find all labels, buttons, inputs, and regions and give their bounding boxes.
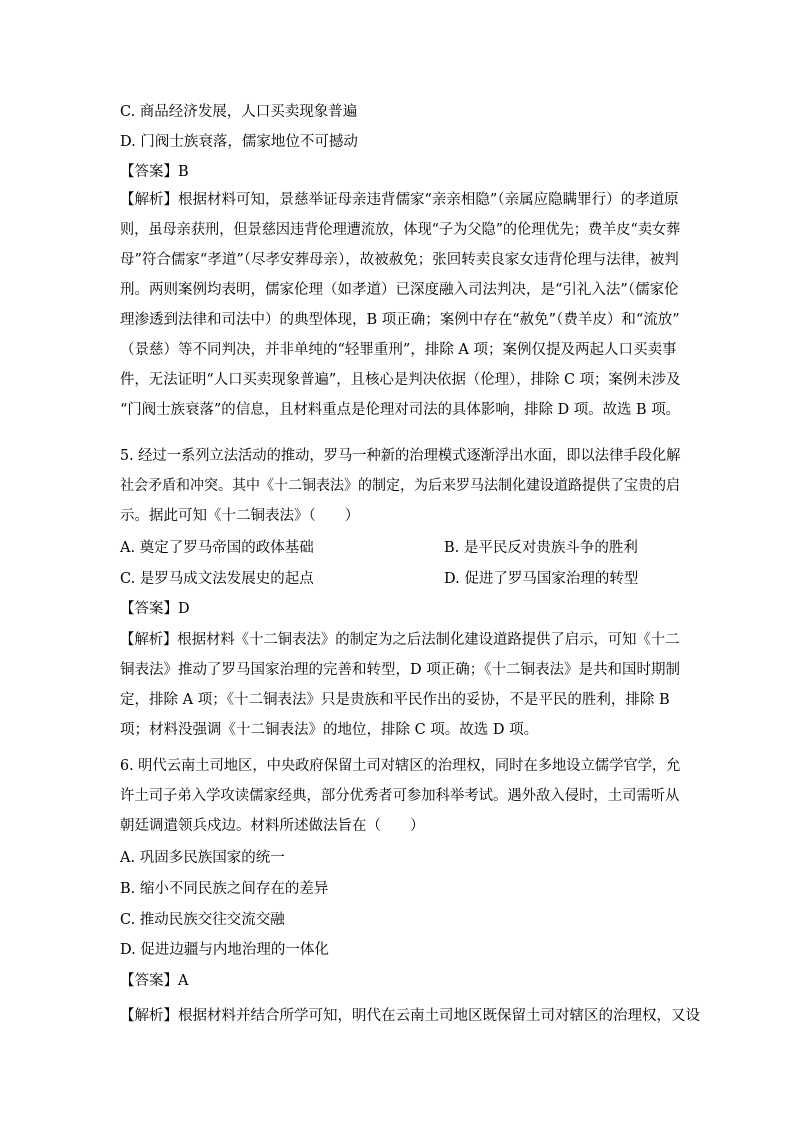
q5-stem-line: 5. 经过一系列立法活动的推动，罗马一种新的治理模式逐渐浮出水面，即以法律手段化解 [120,448,681,464]
q5-analysis-line: 【解析】根据材料《十二铜表法》的制定为之后法制化建设道路提供了启示，可知《十二 [120,632,680,648]
q4-option-d: D. 门阀士族衰落，儒家地位不可撼动 [120,134,358,150]
q5-stem [120,446,680,526]
q5-analysis-line: 铜表法》推动了罗马国家治理的完善和转型，D 项正确；《十二铜表法》是共和国时期制 [120,662,680,678]
q6-answer: 【答案】A [120,973,189,989]
q4-analysis [120,190,680,420]
q5-analysis [120,630,680,740]
q4-option-c: C. 商品经济发展，人口买卖现象普遍 [120,104,358,120]
q4-analysis-line: 则，虽母亲获刑，但景慈因违背伦理遭流放，体现“子为父隐”的伦理优先；费羊皮“卖女葬 [120,222,681,238]
q4-analysis-line: 【解析】根据材料可知，景慈举证母亲违背儒家“亲亲相隐”（亲属应隐瞒罪行）的孝道原 [120,192,679,208]
q6-analysis-line: 【解析】根据材料并结合所学可知，明代在云南土司地区既保留土司对辖区的治理权，又设 [120,1008,700,1024]
q5-option-b: B. 是平民反对贵族斗争的胜利 [444,540,638,556]
q6-stem-line: 6. 明代云南土司地区，中央政府保留土司对辖区的治理权，同时在多地设立儒学官学，允 [120,758,681,774]
q4-analysis-line: 件，无法证明“人口买卖现象普遍”，且核心是判决依据（伦理），排除 C 项；案例未涉及 [120,372,681,388]
q5-answer: 【答案】D [120,601,190,617]
q5-option-d: D. 促进了罗马国家治理的转型 [444,571,639,587]
q5-option-c: C. 是罗马成文法发展史的起点 [120,571,314,587]
q6-option-a: A. 巩固多民族国家的统一 [120,850,285,866]
q5-analysis-line: 项；材料没强调《十二铜表法》的地位，排除 C 项。故选 D 项。 [120,722,539,738]
q4-analysis-line: 刑。两则案例均表明，儒家伦理（如孝道）已深度融入司法判决，是“引礼入法”（儒家伦 [120,282,679,298]
q4-analysis-line: 理渗透到法律和司法中）的典型体现，B 项正确；案例中存在“赦免”（费羊皮）和“流放” [120,312,680,328]
q6-stem-line: 朝廷调遣领兵戍边。材料所述做法旨在（ ） [120,818,425,834]
q6-option-d: D. 促进边疆与内地治理的一体化 [120,942,329,958]
q6-option-b: B. 缩小不同民族之间存在的差异 [120,881,329,897]
q4-analysis-line: 母”符合儒家“孝道”（尽孝安葬母亲），故被赦免；张回转卖良家女违背伦理与法律，被判 [120,252,679,268]
q6-stem-line: 许土司子弟入学攻读儒家经典，部分优秀者可参加科举考试。遇外敌入侵时，土司需听从 [120,788,680,804]
q6-option-c: C. 推动民族交往交流交融 [120,912,285,928]
q4-analysis-line: （景慈）等不同判决，并非单纯的“轻罪重刑”，排除 A 项；案例仅提及两起人口买卖事 [120,342,677,358]
q5-stem-line: 示。据此可知《十二铜表法》（ ） [120,508,360,524]
q4-answer: 【答案】B [120,164,189,180]
q6-stem [120,756,680,836]
q5-analysis-line: 定，排除 A 项；《十二铜表法》只是贵族和平民作出的妥协，不是平民的胜利，排除 B [120,692,670,708]
q5-stem-line: 社会矛盾和冲突。其中《十二铜表法》的制定，为后来罗马法制化建设道路提供了宝贵的启 [120,478,680,494]
q5-option-a: A. 奠定了罗马帝国的政体基础 [120,540,314,556]
q4-analysis-line: “门阀士族衰落”的信息，且材料重点是伦理对司法的具体影响，排除 D 项。故选 B 项。 [120,402,681,418]
